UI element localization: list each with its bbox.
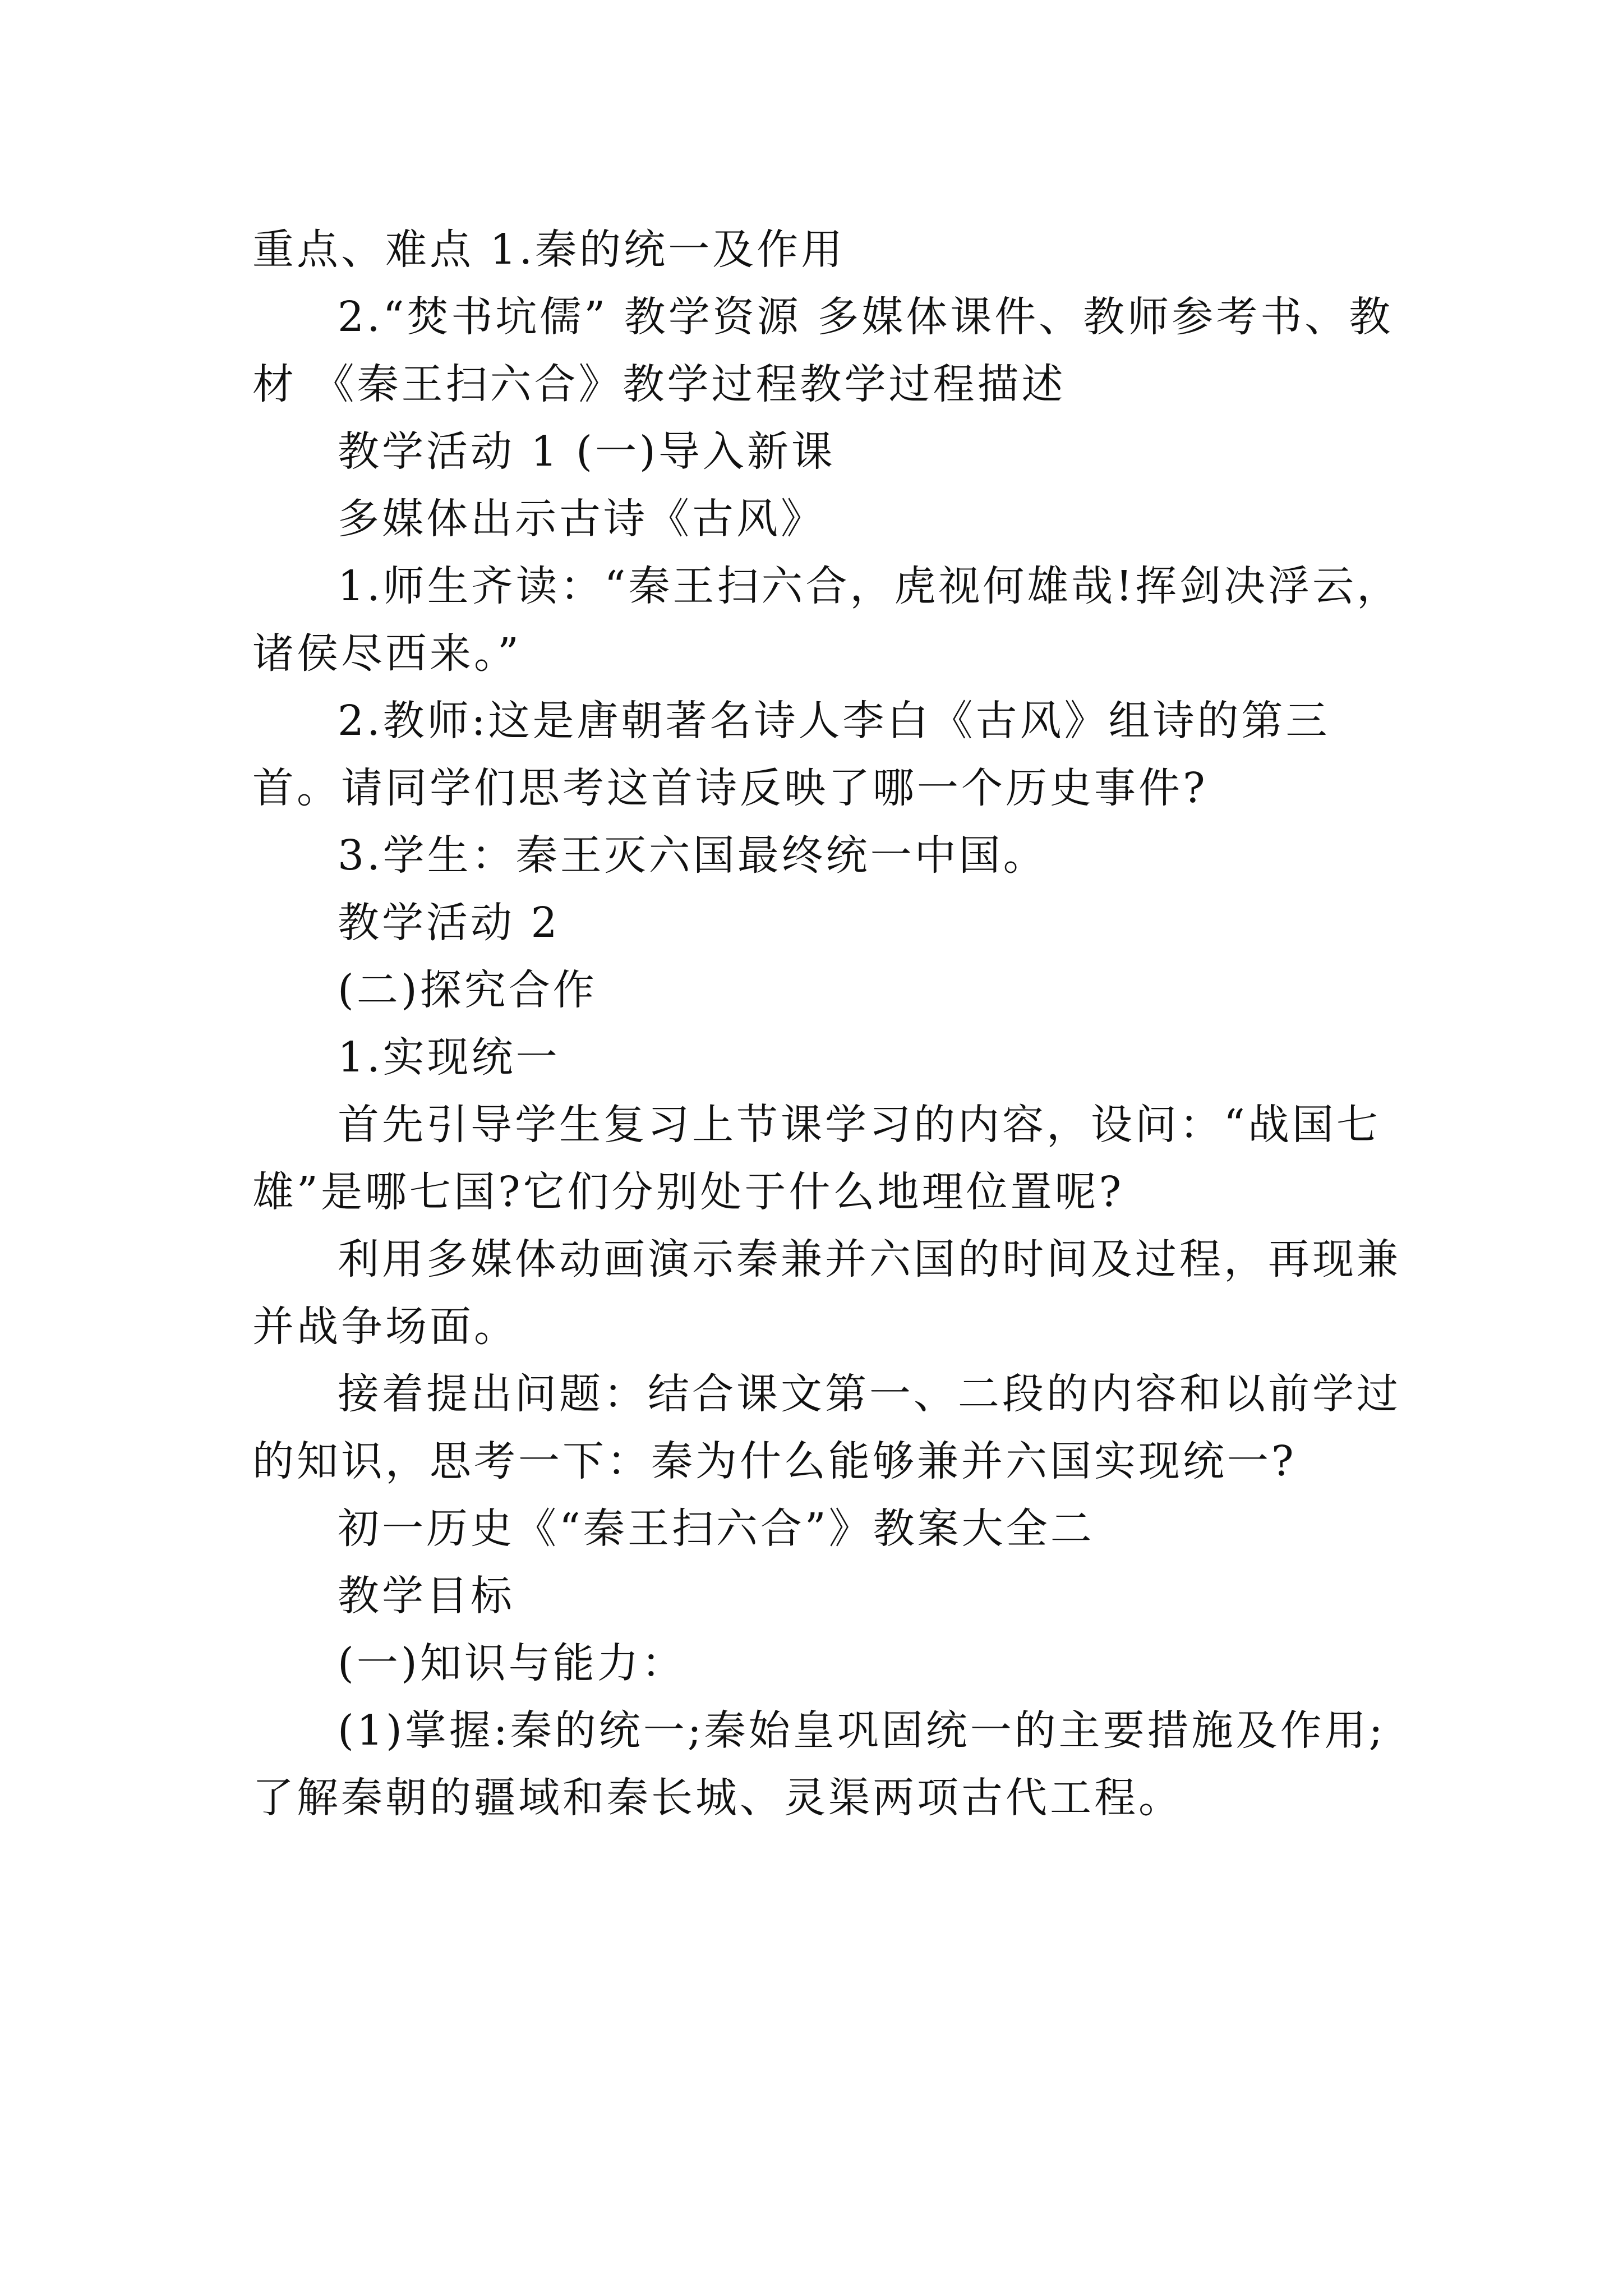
paragraph: 初一历史《“秦王扫六合”》教案大全二 bbox=[338, 1504, 1095, 1553]
paragraph: 重点、难点 1.秦的统一及作用 bbox=[252, 226, 846, 274]
paragraph: 教学目标 bbox=[338, 1572, 515, 1620]
paragraph: 教学活动 2 bbox=[338, 899, 560, 947]
paragraph: (1)掌握:秦的统一;秦始皇巩固统一的主要措施及作用;了解秦朝的疆域和秦长城、灵渠两项古代工程。 bbox=[252, 1706, 1386, 1822]
paragraph: 利用多媒体动画演示秦兼并六国的时间及过程，再现兼并战争场面。 bbox=[252, 1235, 1401, 1351]
document-body bbox=[252, 216, 1402, 1832]
paragraph: (一)知识与能力： bbox=[338, 1639, 686, 1687]
paragraph: 1.师生齐读：“秦王扫六合，虎视何雄哉!挥剑决浮云，诸侯尽西来。” bbox=[252, 562, 1401, 678]
paragraph: 多媒体出示古诗《古风》 bbox=[338, 495, 825, 543]
paragraph: 3.学生：秦王灭六国最终统一中国。 bbox=[338, 831, 1048, 880]
paragraph: 2.“焚书坑儒” 教学资源 多媒体课件、教师参考书、教材 《秦王扫六合》教学过程教学过程描述 bbox=[252, 293, 1394, 408]
paragraph: 首先引导学生复习上节课学习的内容，设问：“战国七雄”是哪七国?它们分别处于什么地理位置呢? bbox=[252, 1101, 1381, 1216]
paragraph: (二)探究合作 bbox=[338, 966, 597, 1014]
paragraph: 教学活动 1 (一)导入新课 bbox=[338, 427, 836, 476]
paragraph: 2.教师:这是唐朝著名诗人李白《古风》组诗的第三首。请同学们思考这首诗反映了哪一个历史事件? bbox=[252, 697, 1330, 812]
paragraph: 接着提出问题：结合课文第一、二段的内容和以前学过的知识，思考一下：秦为什么能够兼并六国实现统一? bbox=[252, 1370, 1401, 1485]
paragraph: 1.实现统一 bbox=[338, 1033, 560, 1082]
